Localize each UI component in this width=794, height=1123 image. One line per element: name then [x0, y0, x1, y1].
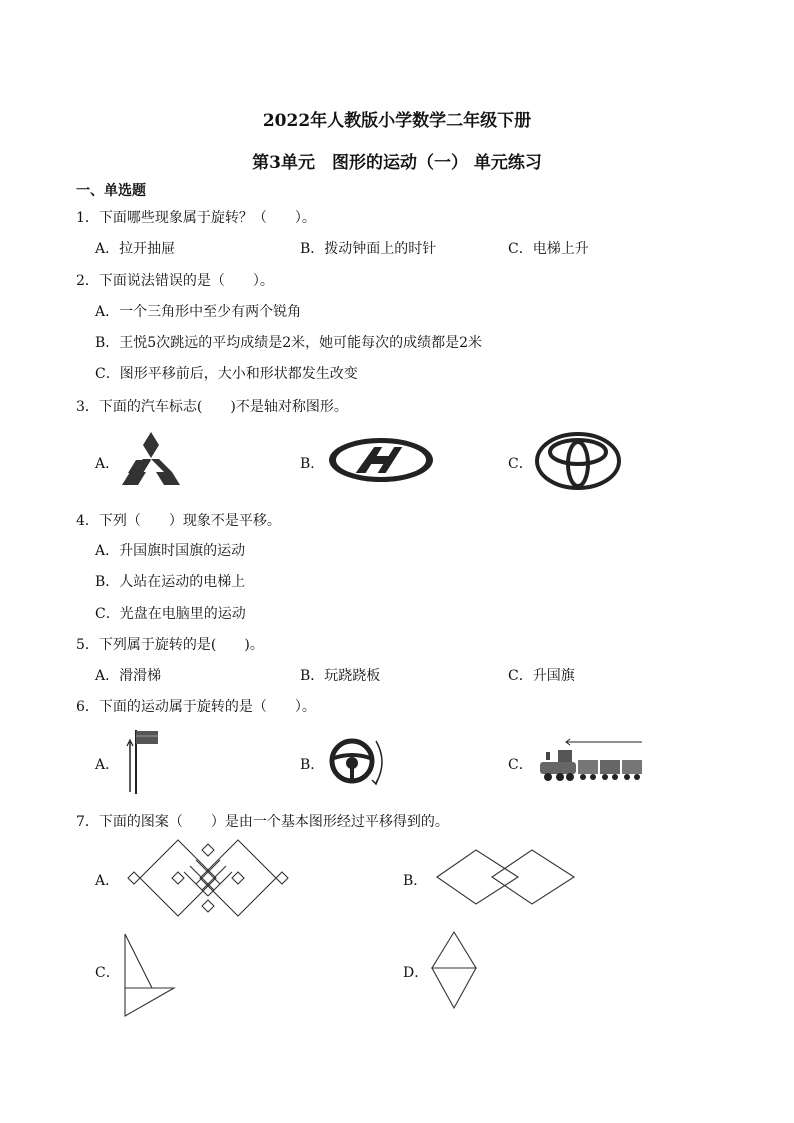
- document-title: 2022年人教版小学数学二年级下册: [262, 111, 532, 131]
- question-1-option-c: C．电梯上升: [508, 241, 589, 257]
- question-7-option-a: A．: [95, 873, 120, 889]
- question-3-option-c: C．: [508, 456, 533, 472]
- question-1-stem: 1．下面哪些现象属于旋转？（ ）。: [76, 210, 316, 226]
- question-6-option-a: A．: [95, 757, 120, 773]
- question-3-option-a: A．: [95, 456, 120, 472]
- question-2-stem: 2．下面说法错误的是（ ）。: [76, 273, 274, 289]
- flag-pole-icon: [124, 728, 162, 794]
- question-5-stem: 5．下列属于旋转的是( )。: [76, 637, 264, 653]
- question-6-stem: 6．下面的运动属于旋转的是（ ）。: [76, 699, 316, 715]
- question-4-option-c: C．光盘在电脑里的运动: [95, 606, 246, 622]
- question-1-option-a: A．拉开抽屉: [95, 241, 176, 257]
- question-7-option-b: B．: [403, 873, 428, 889]
- question-2-option-b: B．王悦5次跳远的平均成绩是2米，她可能每次的成绩都是2米: [95, 335, 483, 351]
- mitsubishi-logo-icon: [122, 432, 180, 486]
- question-2-option-c: C．图形平移前后，大小和形状都发生改变: [95, 366, 358, 382]
- document-subtitle: 第3单元 图形的运动（一） 单元练习: [252, 153, 542, 173]
- question-3-stem: 3．下面的汽车标志( )不是轴对称图形。: [76, 399, 348, 415]
- two-triangles-icon: [122, 932, 178, 1018]
- question-5-option-a: A．滑滑梯: [95, 668, 162, 684]
- question-6-option-c: C．: [508, 757, 533, 773]
- question-4-option-a: A．升国旗时国旗的运动: [95, 543, 246, 559]
- question-4-option-b: B．人站在运动的电梯上: [95, 574, 246, 590]
- two-stacked-triangles-icon: [430, 930, 478, 1010]
- question-4-stem: 4．下列（ ）现象不是平移。: [76, 513, 281, 529]
- toyota-logo-icon: [535, 432, 621, 490]
- question-5-option-b: B．玩跷跷板: [300, 668, 381, 684]
- question-7-option-d: D．: [403, 965, 429, 981]
- section-heading: 一、单选题: [76, 183, 146, 199]
- question-5-option-c: C．升国旗: [508, 668, 575, 684]
- question-1-option-b: B．拨动钟面上的时针: [300, 241, 437, 257]
- two-overlapping-rhombuses-icon: [436, 848, 576, 906]
- question-7-stem: 7．下面的图案（ ）是由一个基本图形经过平移得到的。: [76, 814, 449, 830]
- toy-train-icon: [538, 738, 646, 784]
- question-2-option-a: A．一个三角形中至少有两个锐角: [95, 304, 302, 320]
- hyundai-logo-icon: [328, 437, 434, 483]
- steering-wheel-icon: [330, 738, 386, 788]
- diamond-knot-pattern-icon: [124, 838, 292, 916]
- question-3-option-b: B．: [300, 456, 325, 472]
- question-6-option-b: B．: [300, 757, 325, 773]
- question-7-option-c: C．: [95, 965, 120, 981]
